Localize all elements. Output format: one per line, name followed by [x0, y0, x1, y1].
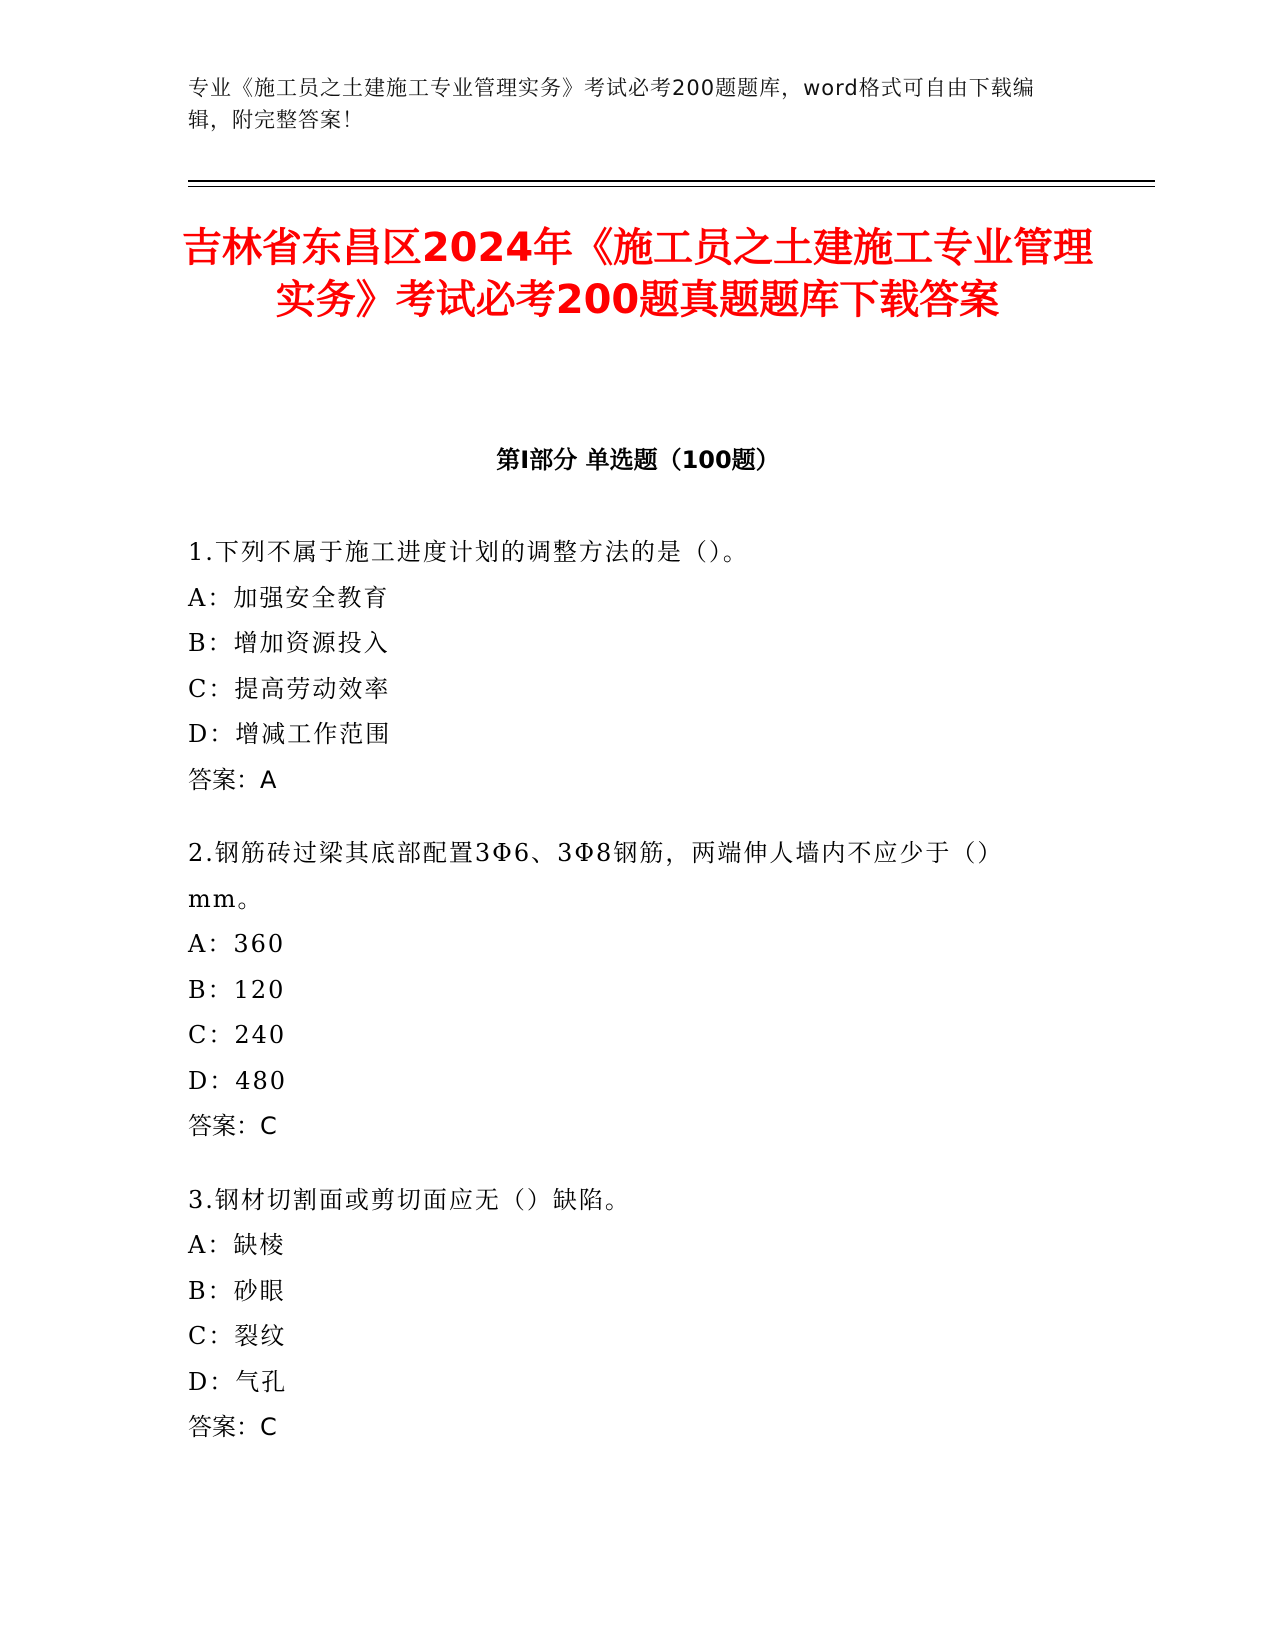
- option-c: C：裂纹: [188, 1322, 287, 1350]
- option-d: D：气孔: [188, 1367, 288, 1396]
- section-title: 第I部分 单选题（100题）: [496, 446, 780, 474]
- header-divider-thin: [188, 186, 1155, 187]
- option-b: B：砂眼: [188, 1276, 286, 1305]
- answer-key: 答案：C: [188, 1413, 277, 1441]
- question-list: [188, 530, 1088, 1479]
- document-title: 吉林省东昌区2024年《施工员之土建施工专业管理实务》考试必考200题真题题库下载答案: [181, 225, 1094, 323]
- option-c: C：240: [188, 1021, 287, 1049]
- answer-key: 答案：A: [188, 765, 277, 794]
- question-1: [188, 530, 1088, 803]
- question-3: [188, 1178, 1088, 1451]
- option-a: A：360: [188, 930, 286, 958]
- question-2: [188, 831, 1088, 1150]
- option-a: A：加强安全教育: [188, 583, 390, 612]
- option-d: D：增减工作范围: [188, 720, 392, 748]
- option-d: D：480: [188, 1066, 288, 1095]
- question-stem: 2.钢筋砖过梁其底部配置3Φ6、3Φ8钢筋，两端伸人墙内不应少于（）mm。: [188, 839, 1004, 913]
- option-c: C：提高劳动效率: [188, 674, 391, 703]
- question-stem: 1.下列不属于施工进度计划的调整方法的是（）。: [188, 538, 749, 566]
- option-a: A：缺棱: [188, 1231, 286, 1259]
- question-stem: 3.钢材切割面或剪切面应无（）缺陷。: [188, 1185, 631, 1214]
- option-b: B：120: [188, 975, 286, 1004]
- header-note: 专业《施工员之土建施工专业管理实务》考试必考200题题库，word格式可自由下载编辑，附完整答案！: [188, 76, 1035, 132]
- header-divider-thick: [188, 180, 1155, 182]
- option-b: B：增加资源投入: [188, 629, 390, 657]
- answer-key: 答案：C: [188, 1112, 277, 1140]
